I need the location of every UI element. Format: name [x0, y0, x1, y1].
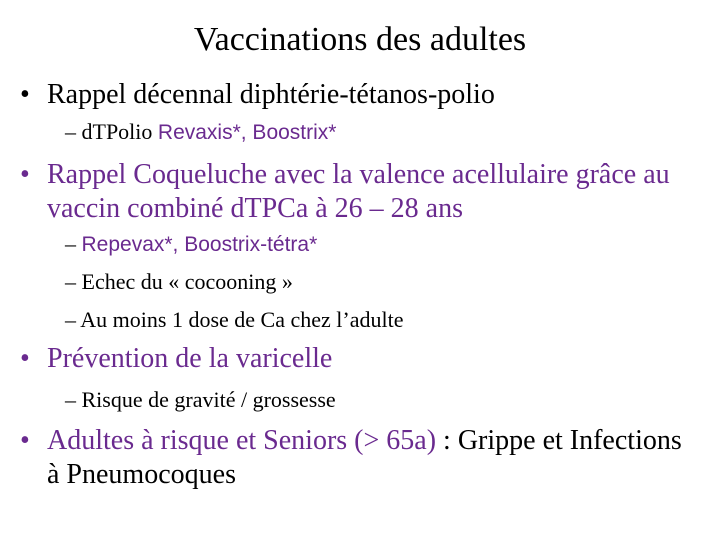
sub-item-text: Echec du « cocooning »	[81, 269, 293, 294]
bullet-text-highlight: Adultes à risque et Seniors (> 65a)	[47, 425, 437, 456]
bullet-icon: •	[20, 343, 30, 374]
bullet-item-adultes-risque	[20, 424, 700, 492]
slide-title: Vaccinations des adultes	[193, 21, 527, 58]
sub-item-repevax	[65, 230, 705, 259]
brand-names: Revaxis*, Boostrix*	[157, 121, 337, 144]
sub-item-text: Risque de gravité / grossesse	[81, 387, 336, 412]
dash: –	[65, 231, 76, 256]
dash: –	[65, 119, 76, 144]
sub-item-prefix: dTPolio	[81, 119, 158, 144]
bullet-text: Prévention de la varicelle	[47, 343, 333, 374]
bullet-icon: •	[20, 79, 30, 110]
dash: –	[65, 387, 76, 412]
sub-item-dose	[65, 306, 705, 334]
dash: –	[65, 269, 76, 294]
bullet-item-coqueluche	[20, 158, 700, 226]
bullet-icon: •	[20, 159, 30, 190]
bullet-item-rappel-decennal	[20, 78, 700, 112]
bullet-text	[20, 424, 700, 492]
sub-item-cocooning	[65, 268, 705, 296]
sub-item-risque	[65, 386, 705, 414]
bullet-text-rest: : Grippe et Infections à Pneumocoques	[47, 425, 682, 490]
brand-names: Repevax*, Boostrix-tétra*	[81, 233, 318, 256]
bullet-text: Rappel Coqueluche avec la valence acellulaire grâce au vaccin combiné dTPCa à 26 – 28 ans	[47, 159, 670, 224]
sub-item-dtpolio	[65, 118, 705, 147]
bullet-text: Rappel décennal diphtérie-tétanos-polio	[47, 79, 495, 110]
dash: –	[65, 307, 76, 332]
sub-item-text: Au moins 1 dose de Ca chez l’adulte	[80, 307, 404, 332]
bullet-item-varicelle	[20, 342, 700, 376]
bullet-icon: •	[20, 425, 30, 456]
